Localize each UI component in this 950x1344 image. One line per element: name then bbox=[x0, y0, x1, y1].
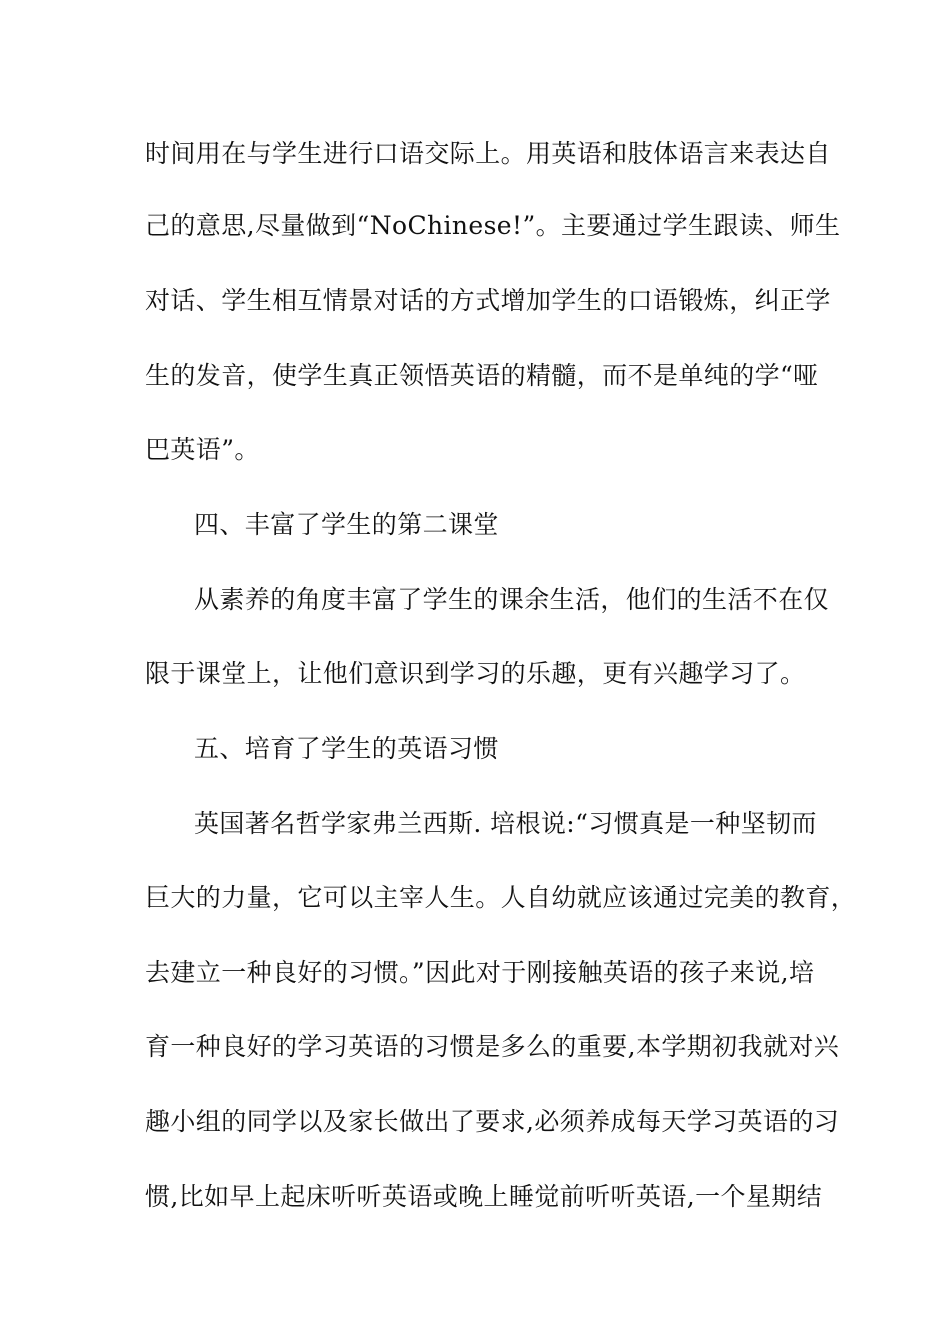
paragraph-line: 对话、学生相互情景对话的方式增加学生的口语锻炼，纠正学 bbox=[145, 286, 831, 315]
paragraph-line: 己的意思,尽量做到“NoChinese!”。主要通过学生跟读、师生 bbox=[145, 211, 841, 240]
paragraph-line: 限于课堂上，让他们意识到学习的乐趣，更有兴趣学习了。 bbox=[145, 659, 806, 688]
paragraph-line: 时间用在与学生进行口语交际上。用英语和肢体语言来表达自 bbox=[145, 139, 831, 168]
paragraph-line: 巴英语”。 bbox=[145, 435, 260, 464]
paragraph-line: 惯,比如早上起床听听英语或晚上睡觉前听听英语,一个星期结 bbox=[145, 1182, 823, 1211]
paragraph-line: 英国著名哲学家弗兰西斯. 培根说:“习惯真是一种坚韧而 bbox=[194, 809, 817, 838]
paragraph-line: 生的发音，使学生真正领悟英语的精髓，而不是单纯的学“哑 bbox=[145, 361, 819, 390]
paragraph-line: 去建立一种良好的习惯。”因此对于刚接触英语的孩子来说,培 bbox=[145, 958, 815, 987]
section-heading: 四、丰富了学生的第二课堂 bbox=[194, 510, 499, 539]
paragraph-line: 育一种良好的学习英语的习惯是多么的重要,本学期初我就对兴 bbox=[145, 1032, 840, 1061]
section-heading: 五、培育了学生的英语习惯 bbox=[194, 734, 499, 763]
paragraph-line: 趣小组的同学以及家长做出了要求,必须养成每天学习英语的习 bbox=[145, 1107, 840, 1136]
paragraph-line: 从素养的角度丰富了学生的课余生活，他们的生活不在仅 bbox=[194, 585, 830, 614]
paragraph-line: 巨大的力量，它可以主宰人生。人自幼就应该通过完美的教育， bbox=[145, 883, 857, 912]
